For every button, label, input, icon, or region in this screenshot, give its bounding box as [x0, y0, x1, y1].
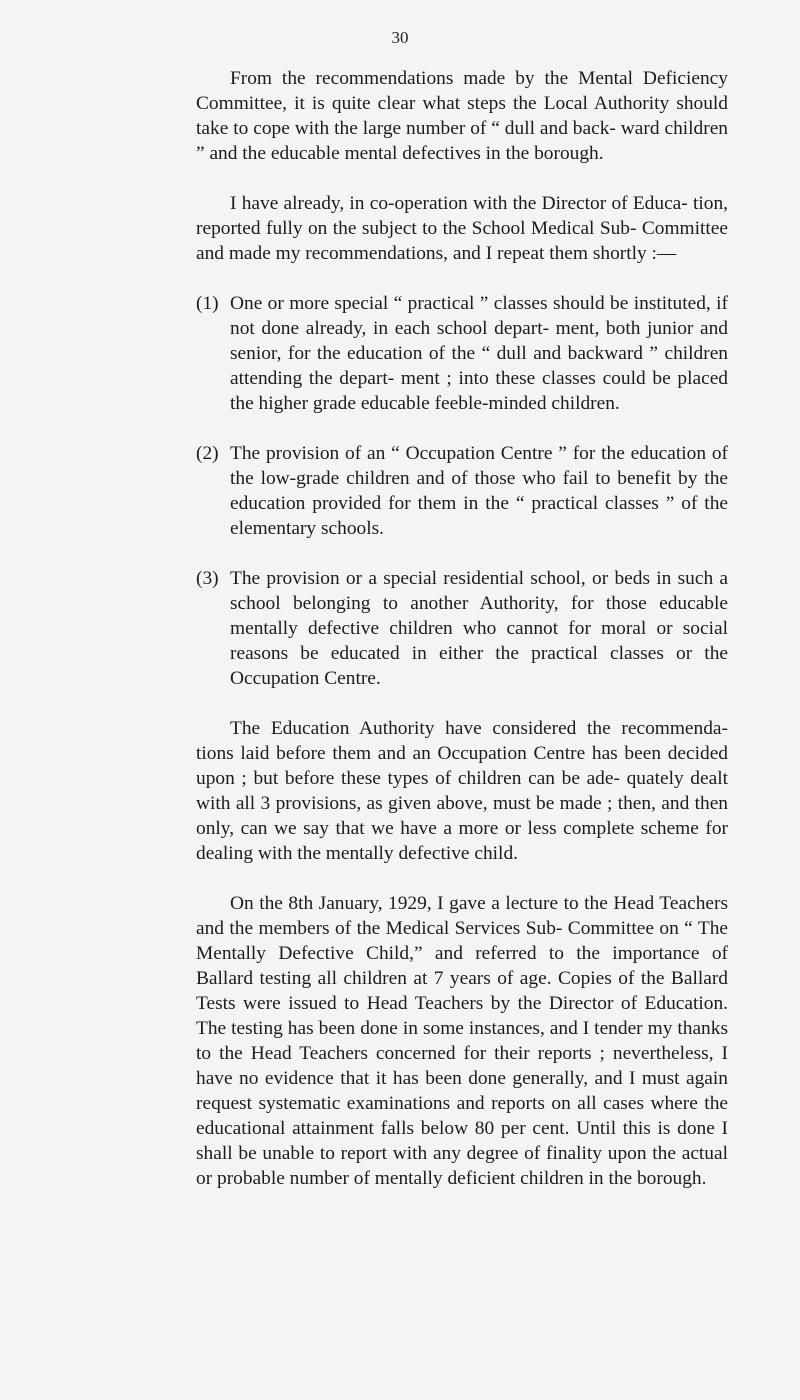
paragraph-intro-1: From the recommendations made by the Mental Deficiency Committee, it is quite clear what steps the Local Authority should take to cope with the large number of “ dull and back- ward children ” and the educable mental defectives in the borough. — [196, 68, 728, 164]
list-item-number: (3) — [196, 568, 219, 589]
page-body — [196, 66, 728, 1216]
list-item-3 — [196, 566, 728, 691]
list-item-text: One or more special “ practical ” classes should be instituted, if not done already, in each school depart- ment, both junior and senior, for the education of the “ dull and backward ” children attending the depart- ment ; into these classes could be placed the higher grade educable feeble-minded children. — [230, 293, 728, 414]
paragraph-closing-1: The Education Authority have considered the recommenda- tions laid before them and an Occupation Centre has been decided upon ; but before these types of children can be ade- quately dealt with all 3 provisions, as given above, must be made ; then, and then only, can we say that we have a more or less complete scheme for dealing with the mentally defective child. — [196, 718, 728, 864]
page-number: 30 — [391, 28, 409, 47]
list-item-text: The provision of an “ Occupation Centre ” for the education of the low-grade children and of those who fail to benefit by the education provided for them in the “ practical classes ” of the elementary schools. — [230, 443, 728, 539]
list-item-text: The provision or a special residential school, or beds in such a school belonging to another Authority, for those educable mentally defective children who cannot for moral or social reasons be educated in either the practical classes or the Occupation Centre. — [230, 568, 728, 689]
list-item-number: (2) — [196, 443, 219, 464]
list-item-1 — [196, 291, 728, 416]
list-item-number: (1) — [196, 293, 219, 314]
paragraph-intro-2: I have already, in co-operation with the Director of Educa- tion, reported fully on the subject to the School Medical Sub- Committee and made my recommendations, and I repeat them shortly :— — [196, 193, 728, 264]
paragraph-closing-2: On the 8th January, 1929, I gave a lecture to the Head Teachers and the members of the Medical Services Sub- Committee on “ The Mentally Defective Child,” and referred to the importance of Ballard testing all children at 7 years of age. Copies of the Ballard Tests were issued to Head Teachers by the Director of Education. The testing has been done in some instances, and I tender my thanks to the Head Teachers concerned for their reports ; nevertheless, I have no evidence that it has been done generally, and I must again request systematic examinations and reports on all cases where the educational attainment falls below 80 per cent. Until this is done I shall be unable to report with any degree of finality upon the actual or probable number of mentally deficient children in the borough. — [196, 893, 728, 1189]
list-item-2 — [196, 441, 728, 541]
